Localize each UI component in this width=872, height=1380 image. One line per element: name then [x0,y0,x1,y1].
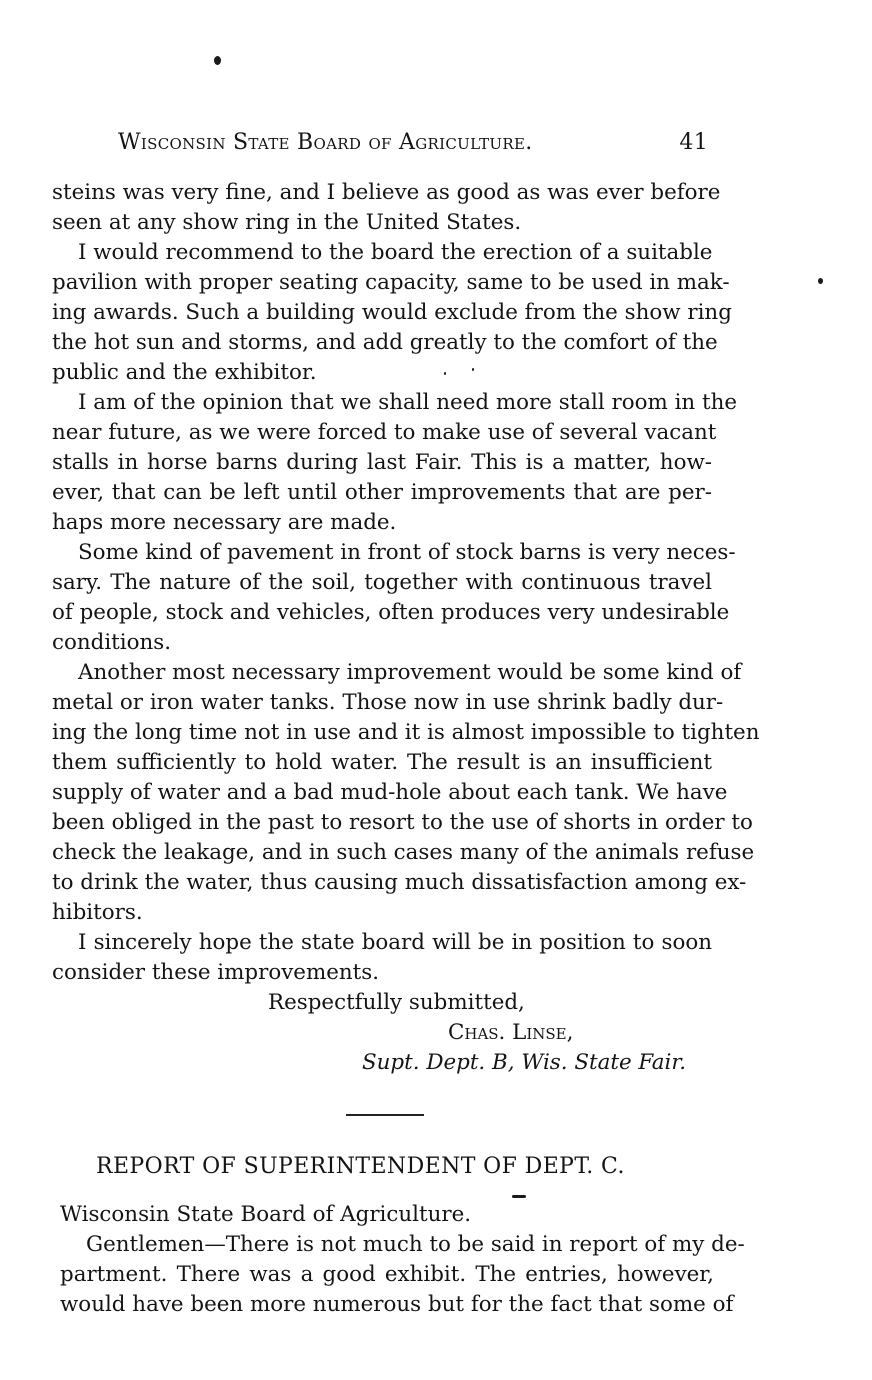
text-line: sary. The nature of the soil, together with continuous travel [52,570,712,595]
text-line: check the leakage, and in such cases many of the animals refuse [52,840,755,865]
closing: Respectfully submitted, [268,990,525,1015]
text-line: I am of the opinion that we shall need more stall room in the [78,390,738,415]
text-line: hibitors. [52,900,143,925]
text-line: been obliged in the past to resort to the use of shorts in order to [52,810,753,835]
text-line: of people, stock and vehicles, often produces very undesirable [52,600,730,625]
text-line: I would recommend to the board the erection of a suitable [78,240,713,265]
text-line: I sincerely hope the state board will be in position to soon [78,930,712,955]
text-line: ever, that can be left until other improvements that are per- [52,480,712,505]
ink-speck [818,278,823,284]
signer-title: Supt. Dept. B, Wis. State Fair. [362,1050,687,1075]
text-line: public and the exhibitor. [52,360,317,385]
ink-speck [214,56,221,65]
text-line: stalls in horse barns during last Fair. This is a matter, how- [52,450,712,475]
text-line: seen at any show ring in the United States. [52,210,522,235]
text-line: consider these improvements. [52,960,380,985]
text-line: partment. There was a good exhibit. The entries, however, [60,1262,714,1287]
text-line: Some kind of pavement in front of stock barns is very neces- [78,540,736,565]
text-line: them sufficiently to hold water. The result is an insufficient [52,750,712,775]
section-divider [346,1114,424,1116]
page-number: 41 [679,130,708,155]
running-title: Wisconsin State Board of Agriculture. [118,130,533,155]
text-line: steins was very fine, and I believe as good as was ever before [52,180,721,205]
text-line: conditions. [52,630,172,655]
text-line: supply of water and a bad mud-hole about each tank. We have [52,780,728,805]
text-line: metal or iron water tanks. Those now in use shrink badly dur- [52,690,724,715]
text-line: to drink the water, thus causing much dissatisfaction among ex- [52,870,747,895]
text-line: ing awards. Such a building would exclude from the show ring [52,300,732,325]
text-line: ing the long time not in use and it is almost impossible to tighten [52,720,760,745]
text-line: Another most necessary improvement would be some kind of [78,660,742,685]
letter-body [52,178,760,1078]
text-line: near future, as we were forced to make use of several vacant [52,420,717,445]
text-line: Gentlemen—There is not much to be said in report of my de- [86,1232,745,1257]
text-line: would have been more numerous but for the fact that some of [60,1292,734,1317]
text-line: the hot sun and storms, and add greatly to the comfort of the [52,330,718,355]
report-body [60,1200,745,1320]
signer-name: Chas. Linse, [448,1020,574,1045]
text-line: pavilion with proper seating capacity, same to be used in mak- [52,270,730,295]
report-heading: REPORT OF SUPERINTENDENT OF DEPT. C. [96,1154,625,1179]
ink-speck [512,1195,526,1198]
running-head [118,130,708,158]
salutation: Wisconsin State Board of Agriculture. [60,1202,472,1227]
text-line: haps more necessary are made. [52,510,397,535]
